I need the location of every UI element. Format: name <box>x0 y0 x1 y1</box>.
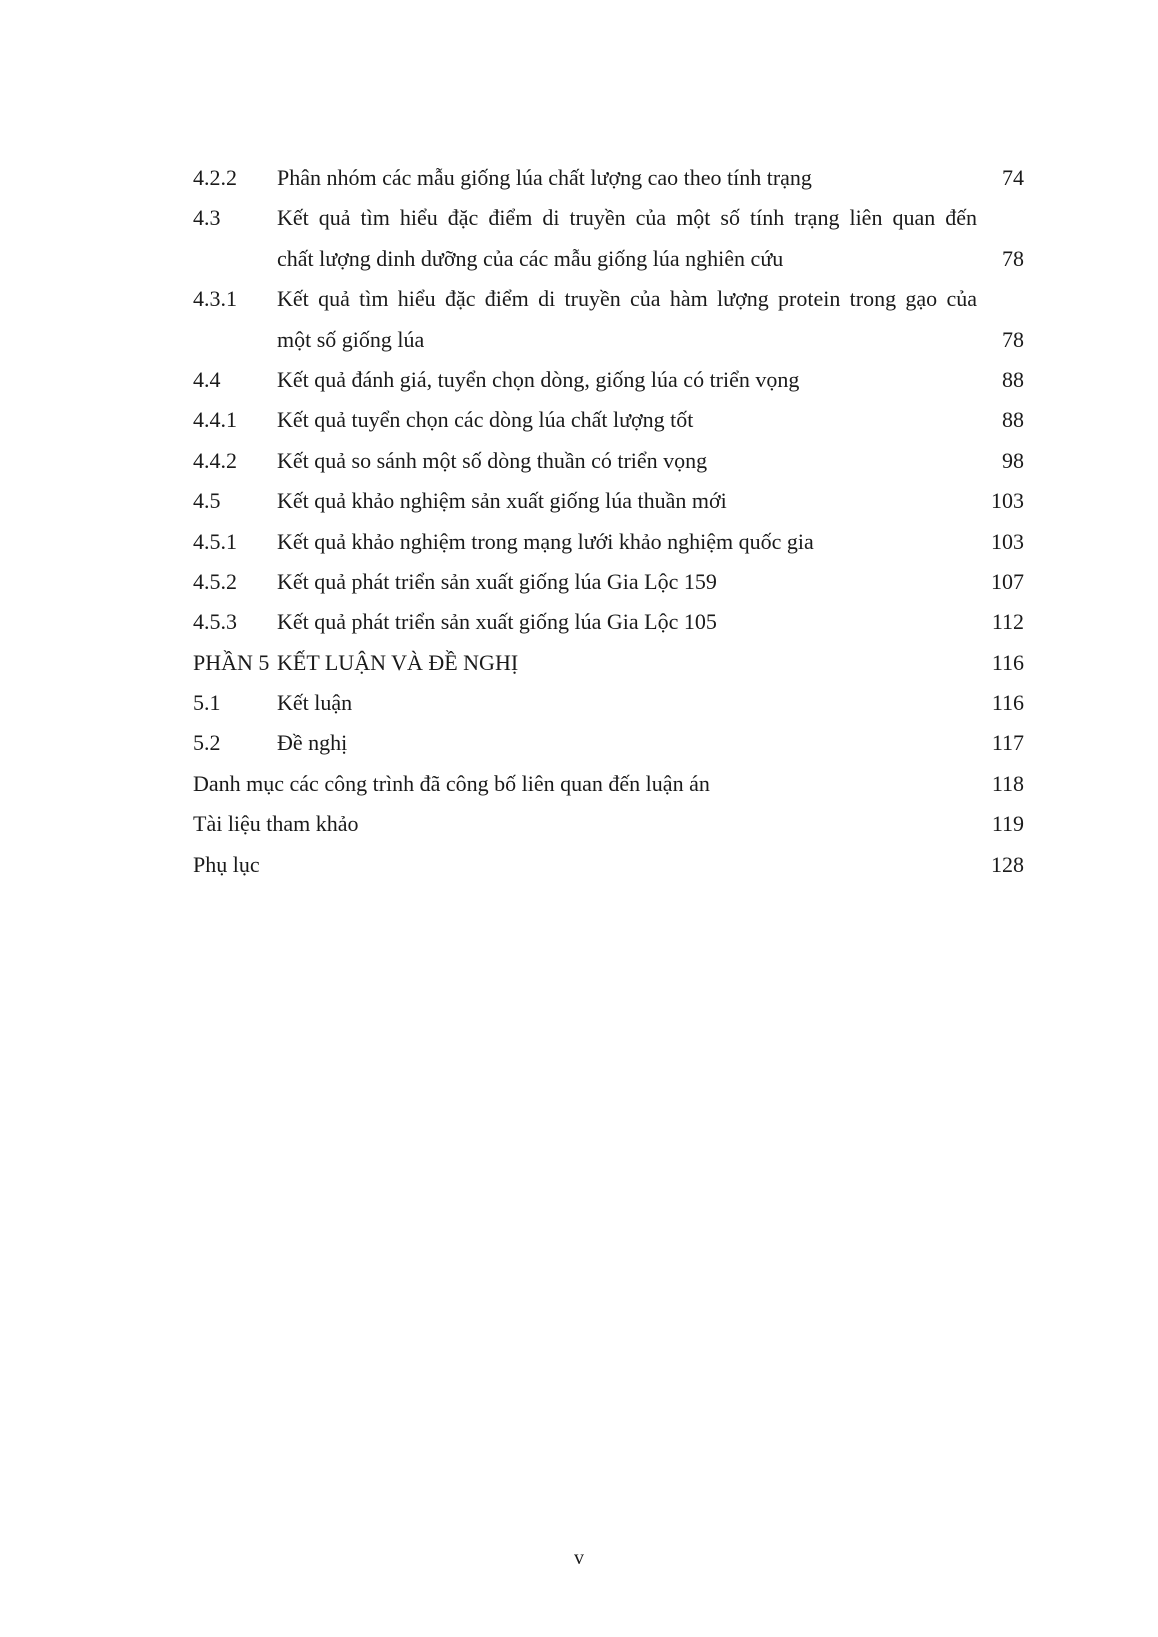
toc-entry-page: 98 <box>1002 447 1024 473</box>
toc-entry <box>193 845 1024 885</box>
toc-entry <box>193 804 1024 844</box>
toc-entry-title: Kết quả tìm hiểu đặc điểm di truyền của một số tính trạng liên quan đến <box>277 205 977 231</box>
toc-entry <box>193 158 1024 198</box>
toc-entry-page: 78 <box>1002 326 1024 352</box>
toc-entry-page: 88 <box>1002 407 1024 433</box>
toc-entry-title: Kết quả phát triển sản xuất giống lúa Gia Lộc 159 <box>277 568 717 594</box>
toc-entry <box>193 400 1024 440</box>
toc-entry-number: 4.3.1 <box>193 286 237 312</box>
toc-entry <box>193 279 1024 360</box>
toc-entry-title: Danh mục các công trình đã công bố liên quan đến luận án <box>193 770 710 796</box>
toc-entry <box>193 481 1024 521</box>
toc-entry-title: Kết quả so sánh một số dòng thuần có triển vọng <box>277 447 708 473</box>
toc-entry-page: 118 <box>991 770 1024 796</box>
toc-entry <box>193 723 1024 763</box>
toc-entry-page: 116 <box>991 649 1024 675</box>
toc-entry-number: 4.5 <box>193 488 221 514</box>
toc-entry <box>193 522 1024 562</box>
toc-entry-page: 74 <box>1002 165 1024 190</box>
toc-entry-title: Kết quả khảo nghiệm sản xuất giống lúa thuần mới <box>277 488 727 514</box>
toc-entry-number: 5.1 <box>193 690 221 716</box>
toc-entry <box>193 198 1024 279</box>
toc-entry-title-continued: một số giống lúa <box>277 326 425 352</box>
toc-entry-title: Kết quả tìm hiểu đặc điểm di truyền của hàm lượng protein trong gạo của <box>277 286 977 312</box>
toc-entry-title: Phụ lục <box>193 851 260 877</box>
page-number: v <box>574 1547 584 1569</box>
toc-entry <box>193 683 1024 723</box>
toc-entry-part <box>193 643 1024 683</box>
toc-entry-title: Kết quả phát triển sản xuất giống lúa Gia Lộc 105 <box>277 609 717 635</box>
toc-entry <box>193 602 1024 642</box>
toc-entry-page: 112 <box>991 609 1024 635</box>
toc-entry <box>193 562 1024 602</box>
toc-entry-number: 4.5.2 <box>193 568 237 594</box>
toc-entry-page: 103 <box>991 528 1024 554</box>
toc-entry-page: 116 <box>991 690 1024 716</box>
toc-entry <box>193 360 1024 400</box>
toc-entry-page: 103 <box>991 488 1024 514</box>
toc-entry-page: 78 <box>1002 245 1024 271</box>
toc-entry-title-continued: chất lượng dinh dưỡng của các mẫu giống lúa nghiên cứu <box>277 245 784 271</box>
toc-entry-page: 119 <box>991 811 1024 837</box>
toc-entry-number: 4.2.2 <box>193 165 237 190</box>
toc-entry-page: 88 <box>1002 366 1024 392</box>
toc-entry <box>193 441 1024 481</box>
toc-entry-title: Kết quả khảo nghiệm trong mạng lưới khảo nghiệm quốc gia <box>277 528 814 554</box>
toc-entry-number: 4.5.3 <box>193 609 237 635</box>
toc-entry <box>193 764 1024 804</box>
toc-entry-number: PHẦN 5 <box>193 649 270 675</box>
toc-entry-page: 107 <box>991 568 1024 594</box>
toc-entry-number: 5.2 <box>193 730 221 756</box>
toc-entry-page: 128 <box>991 851 1024 877</box>
toc-entry-page: 117 <box>991 730 1024 756</box>
toc-entry-title: KẾT LUẬN VÀ ĐỀ NGHỊ <box>277 649 519 675</box>
toc-entry-title: Đề nghị <box>277 730 348 756</box>
table-of-contents <box>193 158 1024 885</box>
toc-entry-number: 4.4.2 <box>193 447 237 473</box>
toc-entry-title: Phân nhóm các mẫu giống lúa chất lượng cao theo tính trạng <box>277 165 812 190</box>
toc-entry-number: 4.5.1 <box>193 528 237 554</box>
toc-entry-number: 4.3 <box>193 205 221 231</box>
toc-entry-number: 4.4.1 <box>193 407 237 433</box>
toc-entry-number: 4.4 <box>193 366 221 392</box>
toc-entry-title: Kết quả tuyển chọn các dòng lúa chất lượng tốt <box>277 407 694 433</box>
toc-entry-title: Kết luận <box>277 690 353 716</box>
toc-entry-title: Kết quả đánh giá, tuyển chọn dòng, giống lúa có triển vọng <box>277 366 800 392</box>
toc-entry-title: Tài liệu tham khảo <box>193 811 359 837</box>
